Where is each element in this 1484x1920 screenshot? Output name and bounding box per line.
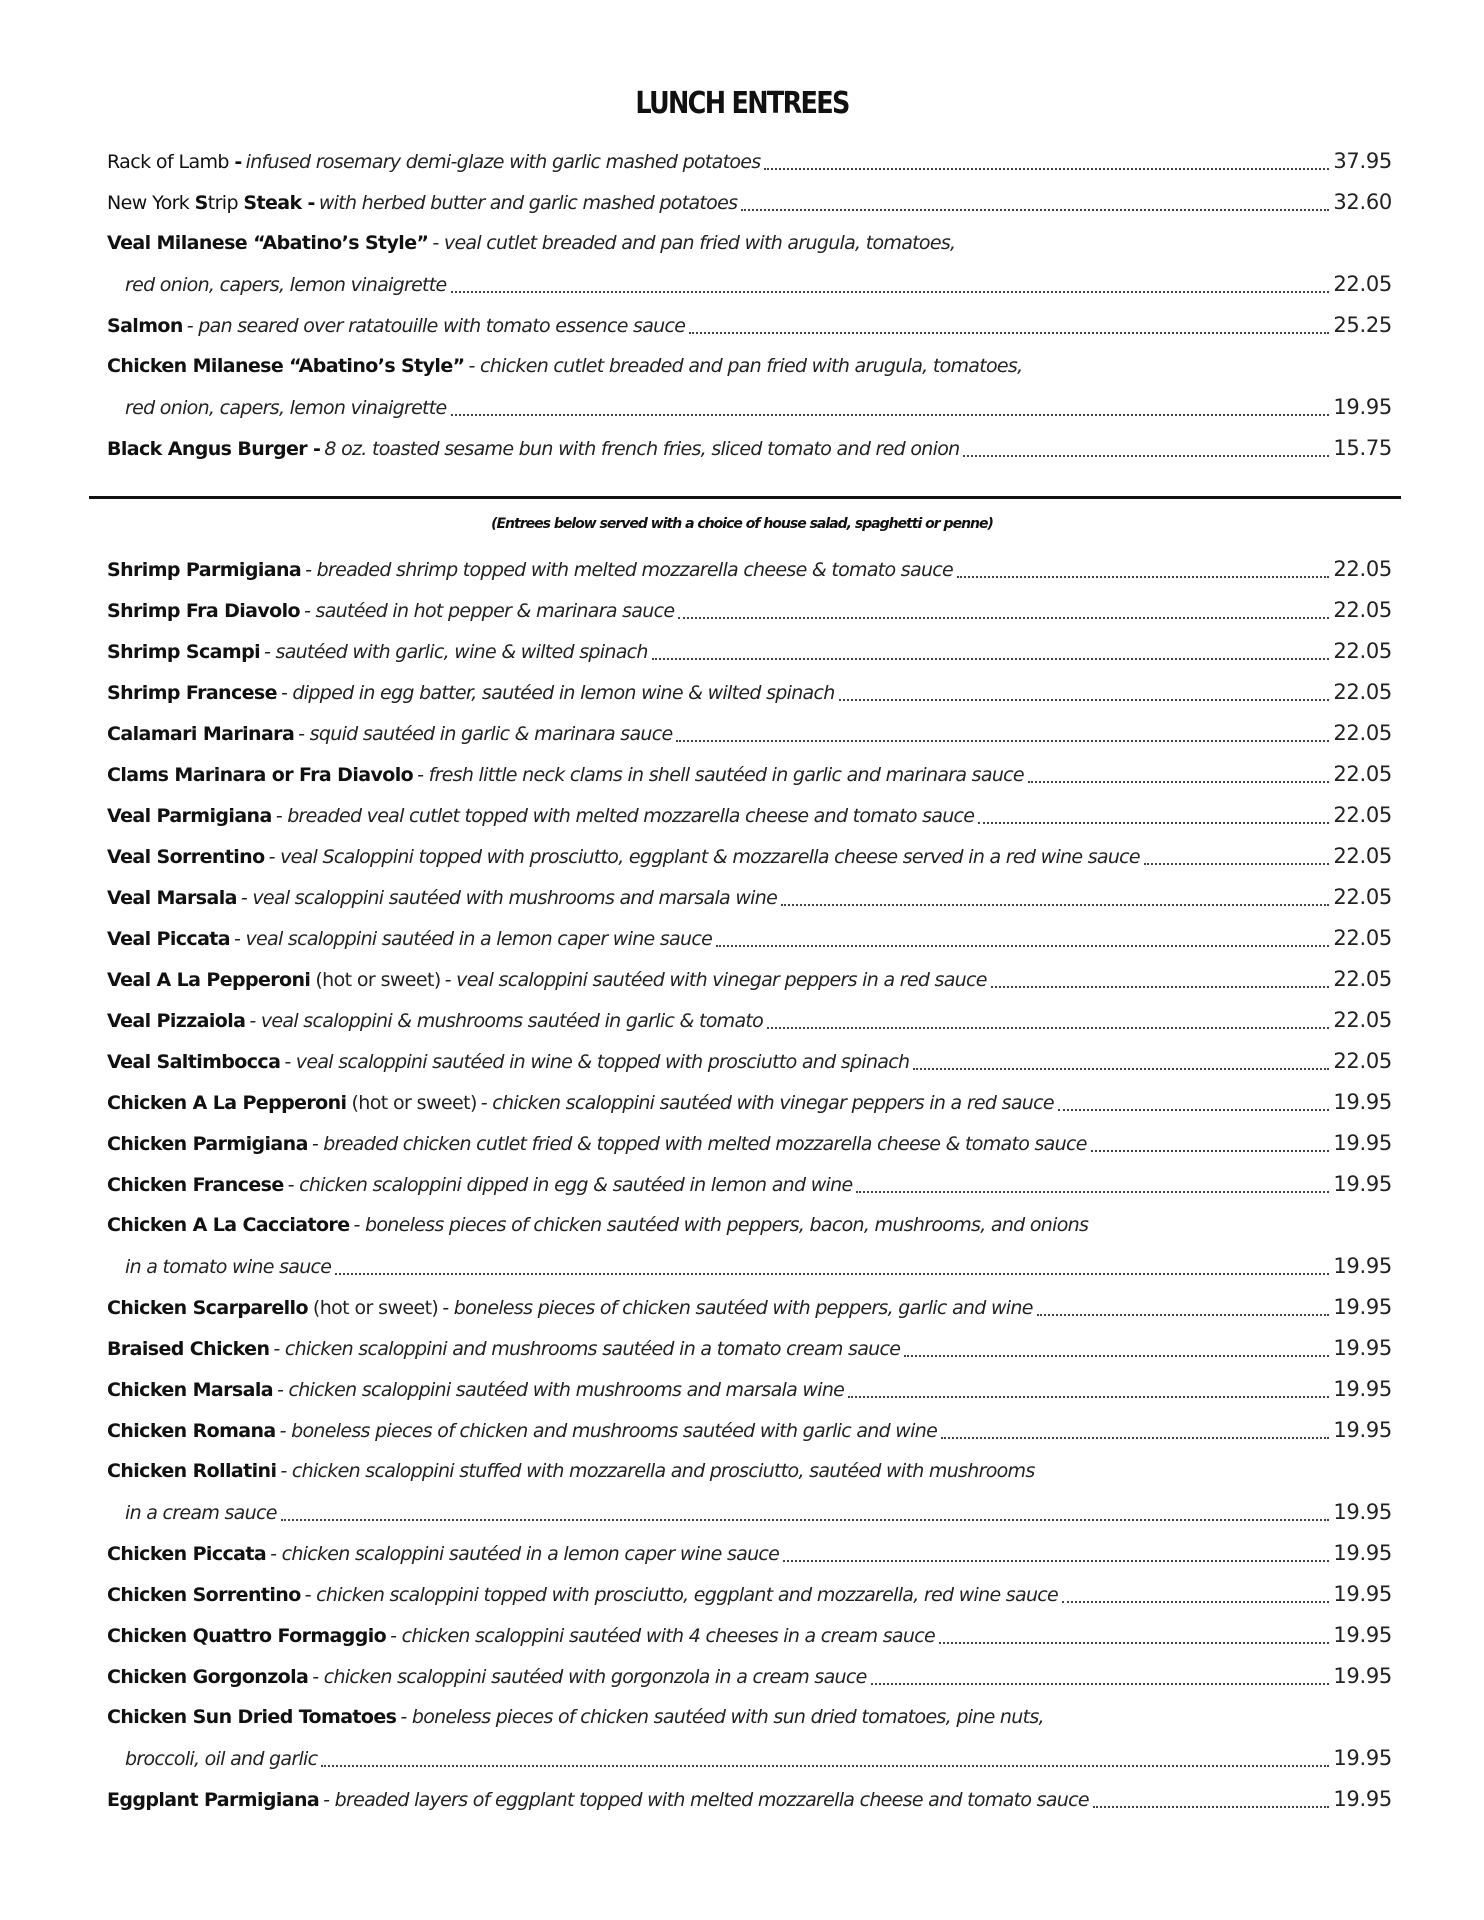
item-description: - veal Scaloppini topped with prosciutto, eggplant & mozzarella cheese served in a red wine sauce	[268, 846, 1140, 868]
menu-item	[107, 1041, 1392, 1082]
dot-leader	[1091, 1149, 1330, 1152]
item-price: 19.95	[1333, 1623, 1392, 1647]
item-description: - breaded layers of eggplant topped with melted mozzarella cheese and tomato sauce	[323, 1789, 1089, 1811]
item-name: Chicken A La Cacciatore	[107, 1214, 350, 1236]
dot-leader	[1062, 1600, 1329, 1603]
dot-leader	[716, 944, 1329, 947]
item-name: Chicken Scarparello	[107, 1297, 308, 1319]
item-price: 22.05	[1333, 844, 1392, 868]
item-price: 22.05	[1333, 721, 1392, 745]
item-name: Veal Sorrentino	[107, 846, 265, 868]
item-name-part: Veal Milanese “Abatino’s Style”	[107, 232, 429, 254]
menu-item	[107, 305, 1392, 346]
menu-item	[107, 549, 1392, 590]
item-option: (hot or sweet)	[351, 1092, 477, 1114]
dot-leader	[856, 1190, 1329, 1193]
item-name-part: Salmon	[107, 315, 183, 337]
item-name-part: S	[194, 192, 208, 214]
dot-leader	[904, 1354, 1329, 1357]
dot-leader	[767, 1026, 1329, 1029]
item-price: 22.05	[1333, 1008, 1392, 1032]
item-name	[107, 346, 465, 387]
item-description: - chicken scaloppini sautéed with gorgonzola in a cream sauce	[312, 1666, 867, 1688]
item-name: Shrimp Parmigiana	[107, 559, 302, 581]
item-name: Chicken Gorgonzola	[107, 1666, 309, 1688]
item-price: 37.95	[1333, 149, 1392, 173]
item-name: Chicken A La Pepperoni	[107, 1092, 347, 1114]
item-option: (hot or sweet)	[315, 969, 441, 991]
item-price: 19.95	[1333, 395, 1392, 419]
menu-item	[107, 346, 1392, 387]
item-name: Clams Marinara or Fra Diavolo	[107, 764, 414, 786]
dot-leader	[689, 331, 1329, 334]
menu-item	[107, 1369, 1392, 1410]
item-price: 22.05	[1333, 680, 1392, 704]
item-description: - fresh little neck clams in shell sautéed in garlic and marinara sauce	[417, 764, 1024, 786]
dot-leader	[1037, 1313, 1330, 1316]
menu-item	[107, 1533, 1392, 1574]
item-name: Chicken Francese	[107, 1174, 284, 1196]
item-price: 22.05	[1333, 885, 1392, 909]
item-description: - breaded chicken cutlet fried & topped with melted mozzarella cheese & tomato sauce	[311, 1133, 1087, 1155]
menu-item-continuation	[107, 1492, 1392, 1533]
item-description: - chicken scaloppini sautéed with vinegar peppers in a red sauce	[480, 1092, 1054, 1114]
item-description-cont: broccoli, oil and garlic	[125, 1748, 318, 1770]
menu-item	[107, 590, 1392, 631]
menu-item	[107, 918, 1392, 959]
menu-item	[107, 672, 1392, 713]
item-price: 22.05	[1333, 272, 1392, 296]
dot-leader	[939, 1641, 1329, 1644]
item-description: - chicken cutlet breaded and pan fried with arugula, tomatoes,	[468, 355, 1023, 377]
item-price: 19.95	[1333, 1377, 1392, 1401]
menu-item-continuation	[107, 387, 1392, 428]
item-description-cont: red onion, capers, lemon vinaigrette	[125, 274, 447, 296]
menu-item	[107, 1574, 1392, 1615]
item-description: - veal cutlet breaded and pan fried with arugula, tomatoes,	[432, 232, 956, 254]
dot-leader	[839, 698, 1330, 701]
menu-item	[107, 428, 1392, 469]
menu-item	[107, 1451, 1392, 1492]
item-price: 22.05	[1333, 598, 1392, 622]
item-name-part: New York	[107, 192, 195, 214]
item-description: - chicken scaloppini and mushrooms sautéed in a tomato cream sauce	[273, 1338, 901, 1360]
item-price: 19.95	[1333, 1746, 1392, 1770]
item-name: Chicken Sorrentino	[107, 1584, 301, 1606]
item-description: 8 oz. toasted sesame bun with french fries, sliced tomato and red onion	[324, 438, 960, 460]
dot-leader	[335, 1272, 1329, 1275]
menu-item-continuation	[107, 264, 1392, 305]
menu-item	[107, 795, 1392, 836]
dot-leader	[451, 413, 1330, 416]
item-description: with herbed butter and garlic mashed potatoes	[318, 192, 738, 214]
menu-item	[107, 1410, 1392, 1451]
item-description-cont: in a tomato wine sauce	[125, 1256, 332, 1278]
dot-leader	[871, 1682, 1330, 1685]
item-name-part: Steak -	[243, 192, 315, 214]
item-price: 19.95	[1333, 1582, 1392, 1606]
item-description: - dipped in egg batter, sautéed in lemon wine & wilted spinach	[280, 682, 835, 704]
item-description: - chicken scaloppini sautéed with 4 cheeses in a cream sauce	[390, 1625, 935, 1647]
item-name: Chicken Piccata	[107, 1543, 267, 1565]
item-name: Calamari Marinara	[107, 723, 295, 745]
item-price: 19.95	[1333, 1336, 1392, 1360]
item-name	[107, 306, 183, 347]
item-price: 32.60	[1333, 190, 1392, 214]
item-description: - boneless pieces of chicken sautéed with peppers, bacon, mushrooms, and onions	[353, 1214, 1089, 1236]
section-divider	[89, 496, 1401, 499]
item-name	[107, 429, 320, 470]
menu-item	[107, 1082, 1392, 1123]
item-price: 22.05	[1333, 926, 1392, 950]
item-description: - chicken scaloppini stuffed with mozzarella and prosciutto, sautéed with mushrooms	[280, 1460, 1035, 1482]
dot-leader	[941, 1436, 1329, 1439]
side-choice-note: (Entrees below served with a choice of house salad, spaghetti or penne)	[491, 516, 993, 532]
menu-item	[107, 1779, 1392, 1820]
item-price: 19.95	[1333, 1541, 1392, 1565]
menu-item	[107, 1697, 1392, 1738]
item-price: 19.95	[1333, 1172, 1392, 1196]
menu-item	[107, 959, 1392, 1000]
item-description: - veal scaloppini sautéed in wine & topped with prosciutto and spinach	[284, 1051, 910, 1073]
item-description: - veal scaloppini sautéed in a lemon caper wine sauce	[234, 928, 713, 950]
menu-item	[107, 1656, 1392, 1697]
menu-item	[107, 1164, 1392, 1205]
item-description: - boneless pieces of chicken sautéed with peppers, garlic and wine	[442, 1297, 1033, 1319]
item-description: - boneless pieces of chicken sautéed with sun dried tomatoes, pine nuts,	[400, 1706, 1044, 1728]
item-price: 19.95	[1333, 1664, 1392, 1688]
item-name-part: Black Angus Burger -	[107, 438, 321, 460]
item-name: Shrimp Francese	[107, 682, 277, 704]
item-description: - chicken scaloppini sautéed in a lemon caper wine sauce	[270, 1543, 780, 1565]
item-name: Veal Piccata	[107, 928, 230, 950]
menu-item	[107, 1328, 1392, 1369]
menu-item	[107, 713, 1392, 754]
item-description: - breaded shrimp topped with melted mozzarella cheese & tomato sauce	[305, 559, 954, 581]
item-price: 15.75	[1333, 436, 1392, 460]
item-name: Veal Marsala	[107, 887, 237, 909]
item-description: - squid sautéed in garlic & marinara sauce	[298, 723, 673, 745]
menu-item	[107, 1615, 1392, 1656]
dot-leader	[652, 657, 1330, 660]
item-name-part: Rack of Lamb	[107, 151, 235, 173]
item-price: 22.05	[1333, 639, 1392, 663]
dot-leader	[1028, 780, 1329, 783]
item-price: 19.95	[1333, 1254, 1392, 1278]
item-price: 19.95	[1333, 1295, 1392, 1319]
dot-leader	[781, 903, 1329, 906]
item-name: Shrimp Fra Diavolo	[107, 600, 300, 622]
menu-item	[107, 836, 1392, 877]
item-price: 19.95	[1333, 1090, 1392, 1114]
dot-leader	[741, 208, 1329, 211]
item-name-part: -	[234, 151, 242, 173]
item-name-part: trip	[207, 192, 244, 214]
item-option: (hot or sweet)	[312, 1297, 439, 1319]
menu-item	[107, 754, 1392, 795]
item-name: Veal Parmigiana	[107, 805, 272, 827]
item-name: Eggplant Parmigiana	[107, 1789, 320, 1811]
menu-item-continuation	[107, 1738, 1392, 1779]
dot-leader	[978, 821, 1329, 824]
item-description-cont: in a cream sauce	[125, 1502, 277, 1524]
menu-item	[107, 182, 1392, 223]
item-name: Veal Saltimbocca	[107, 1051, 281, 1073]
item-price: 22.05	[1333, 967, 1392, 991]
dot-leader	[281, 1518, 1330, 1521]
item-description: - boneless pieces of chicken and mushrooms sautéed with garlic and wine	[279, 1420, 938, 1442]
item-description: - breaded veal cutlet topped with melted mozzarella cheese and tomato sauce	[275, 805, 975, 827]
menu-item	[107, 877, 1392, 918]
page-title: LUNCH ENTREES	[635, 86, 849, 121]
menu-item	[107, 631, 1392, 672]
item-price: 22.05	[1333, 1049, 1392, 1073]
dot-leader	[678, 616, 1329, 619]
item-name	[107, 223, 428, 264]
item-price: 25.25	[1333, 313, 1392, 337]
item-description: - chicken scaloppini topped with prosciutto, eggplant and mozzarella, red wine sauce	[304, 1584, 1059, 1606]
dot-leader	[1093, 1805, 1330, 1808]
item-name: Chicken Sun Dried Tomatoes	[107, 1706, 397, 1728]
menu-item	[107, 141, 1392, 182]
item-name: Veal Pizzaiola	[107, 1010, 246, 1032]
item-name: Chicken Romana	[107, 1420, 276, 1442]
menu-item	[107, 223, 1392, 264]
item-description: - chicken scaloppini dipped in egg & sautéed in lemon and wine	[287, 1174, 853, 1196]
menu-item	[107, 1205, 1392, 1246]
menu-item	[107, 1000, 1392, 1041]
dot-leader	[764, 167, 1329, 170]
dot-leader	[783, 1559, 1329, 1562]
item-price: 19.95	[1333, 1418, 1392, 1442]
item-name: Braised Chicken	[107, 1338, 270, 1360]
item-description-cont: red onion, capers, lemon vinaigrette	[125, 397, 447, 419]
item-name-part: Chicken Milanese “Abatino’s Style”	[107, 355, 465, 377]
item-name: Chicken Rollatini	[107, 1460, 277, 1482]
item-description: - sautéed with garlic, wine & wilted spinach	[264, 641, 648, 663]
item-name: Chicken Quattro Formaggio	[107, 1625, 387, 1647]
item-description: - veal scaloppini sautéed with mushrooms and marsala wine	[240, 887, 778, 909]
item-price: 19.95	[1333, 1500, 1392, 1524]
item-description: - sautéed in hot pepper & marinara sauce	[304, 600, 675, 622]
dot-leader	[451, 290, 1330, 293]
item-description: - chicken scaloppini sautéed with mushrooms and marsala wine	[276, 1379, 845, 1401]
dot-leader	[1058, 1108, 1330, 1111]
dot-leader	[913, 1067, 1329, 1070]
item-name: Shrimp Scampi	[107, 641, 260, 663]
dot-leader	[963, 454, 1329, 457]
item-description: - pan seared over ratatouille with tomato essence sauce	[186, 315, 686, 337]
item-price: 22.05	[1333, 803, 1392, 827]
item-name: Chicken Marsala	[107, 1379, 273, 1401]
item-name: Veal A La Pepperoni	[107, 969, 311, 991]
dot-leader	[676, 739, 1329, 742]
dot-leader	[991, 985, 1330, 988]
item-name	[107, 142, 242, 183]
item-description: - veal scaloppini sautéed with vinegar peppers in a red sauce	[444, 969, 987, 991]
menu-item	[107, 1123, 1392, 1164]
item-price: 22.05	[1333, 762, 1392, 786]
item-description: infused rosemary demi-glaze with garlic mashed potatoes	[245, 151, 761, 173]
item-price: 19.95	[1333, 1787, 1392, 1811]
menu-item-continuation	[107, 1246, 1392, 1287]
dot-leader	[957, 575, 1329, 578]
dot-leader	[321, 1764, 1329, 1767]
item-name	[107, 183, 315, 224]
dot-leader	[848, 1395, 1329, 1398]
dot-leader	[1144, 862, 1329, 865]
item-description: - veal scaloppini & mushrooms sautéed in garlic & tomato	[249, 1010, 764, 1032]
item-name: Chicken Parmigiana	[107, 1133, 308, 1155]
item-price: 22.05	[1333, 557, 1392, 581]
menu-item	[107, 1287, 1392, 1328]
item-price: 19.95	[1333, 1131, 1392, 1155]
